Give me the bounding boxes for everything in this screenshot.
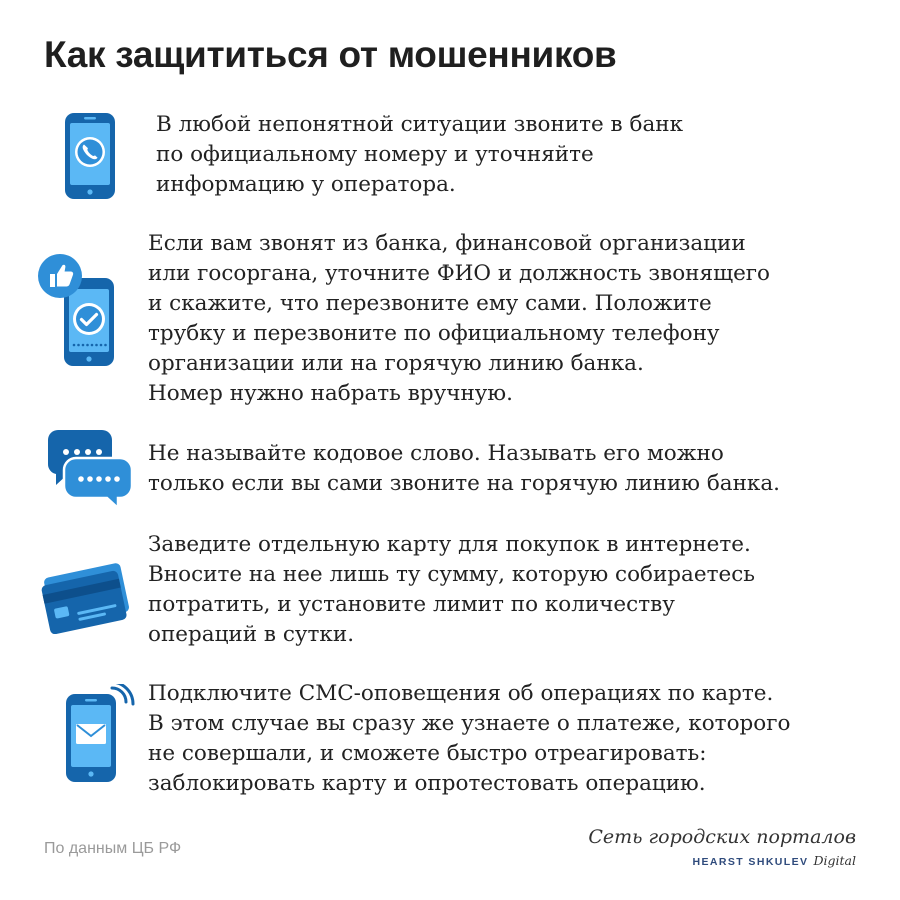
phone-call-icon (64, 112, 116, 200)
chat-bubbles-icon (44, 428, 136, 510)
brand-name: Сеть городских порталов (588, 826, 856, 848)
tip-text: Подключите СМС-оповещения об операциях по карте. В этом случае вы сразу же узнаете о платеже, которого не совершали, и сможете быстро отреагировать: заблокировать карту и опротестовать операцию. (148, 681, 791, 796)
tip-text: В любой непонятной ситуации звоните в банк по официальному номеру и уточняйте информацию у оператора. (156, 112, 684, 197)
page-title: Как защититься от мошенников (44, 34, 617, 75)
brand-digital: Digital (813, 853, 856, 868)
brand-hearst: HEARST SHKULEV (692, 856, 809, 868)
tip-text: Заведите отдельную карту для покупок в интернете. Вносите на нее лишь ту сумму, которую собираетесь потратить, и установите лимит по количеству операций в сутки. (148, 532, 755, 647)
brand-logo (588, 826, 856, 869)
source-note: По данным ЦБ РФ (44, 840, 182, 857)
phone-check-like-icon (36, 252, 118, 368)
tip-text: Если вам звонят из банка, финансовой организации или госоргана, уточните ФИО и должность звонящего и скажите, что перезвоните ему сами. Положите трубку и перезвоните по официальному телефону организации или на горячую линию банка. Номер нужно набрать вручную. (148, 231, 770, 406)
brand-subline (588, 850, 856, 869)
phone-sms-icon (64, 684, 136, 784)
bank-card-icon (38, 560, 134, 634)
tip-text: Не называйте кодовое слово. Называть его можно только если вы сами звоните на горячую линию банка. (148, 441, 781, 496)
